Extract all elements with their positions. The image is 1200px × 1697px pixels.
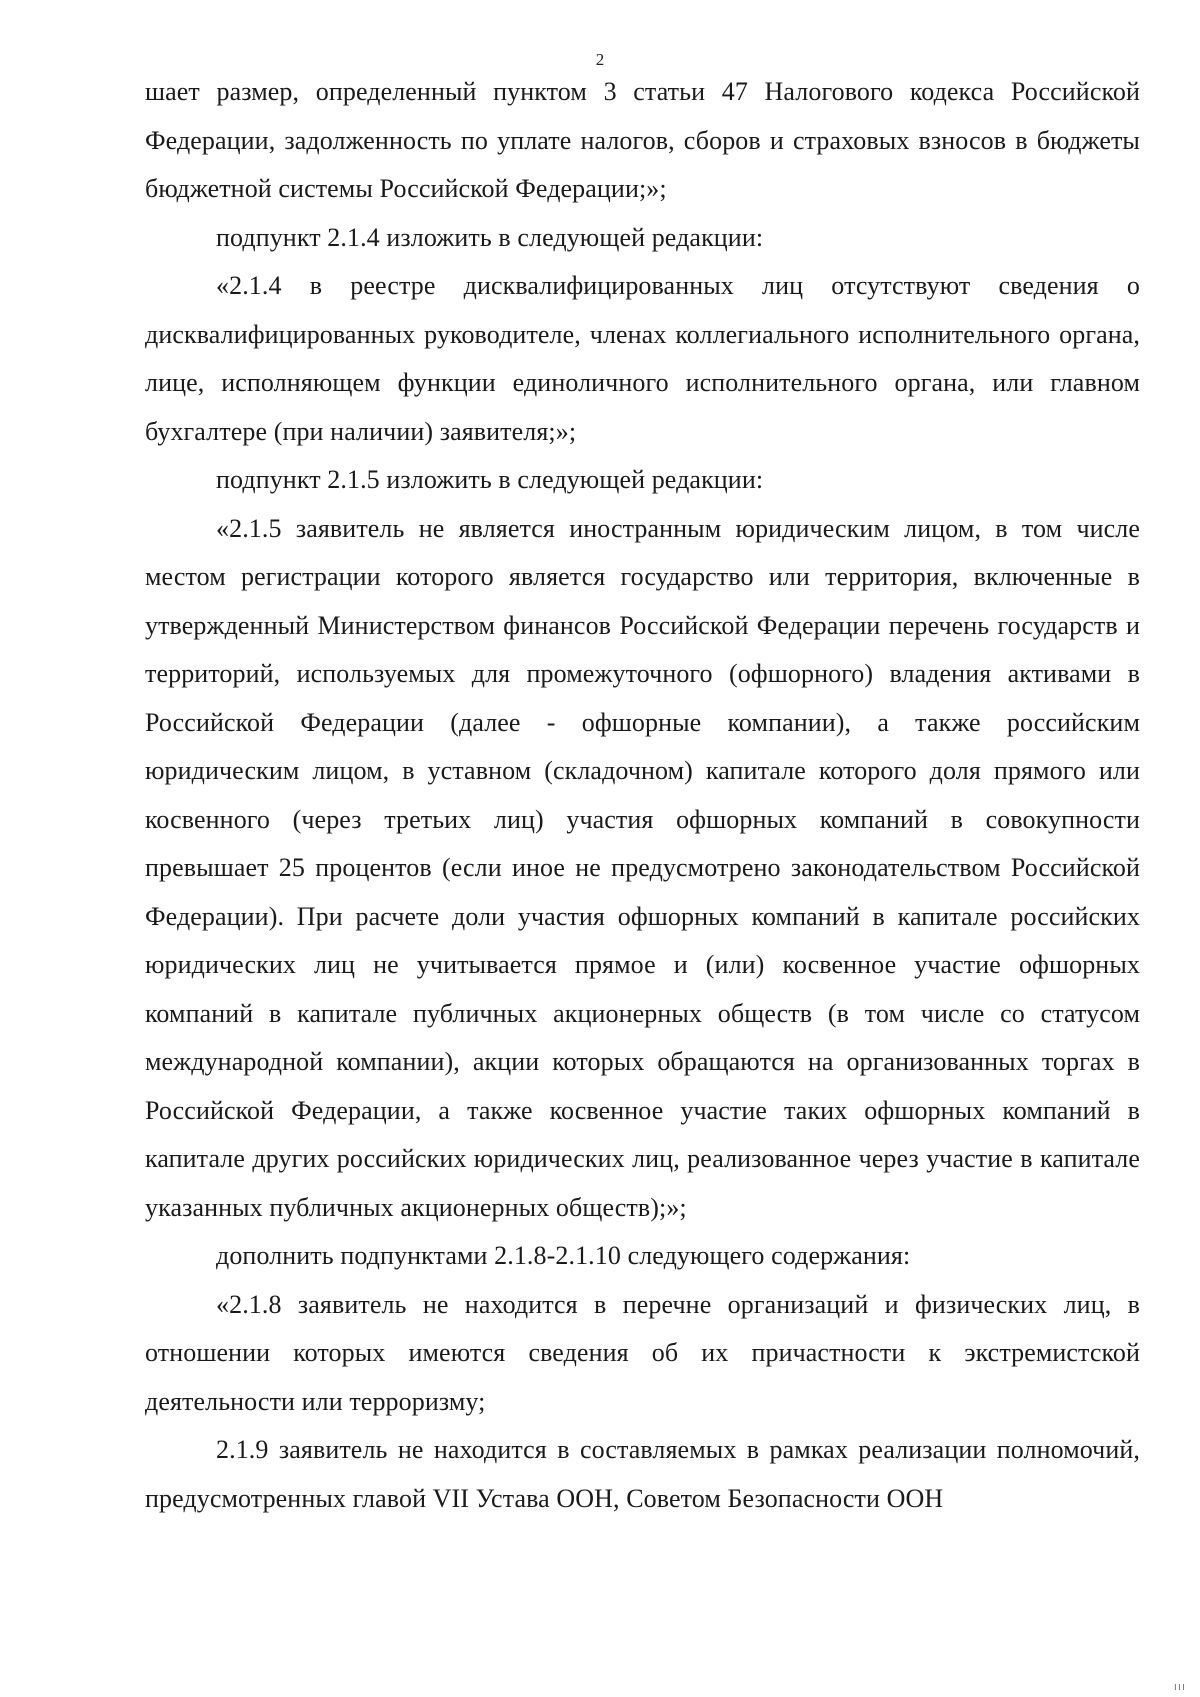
scan-corner-mark: ııı <box>1173 1680 1186 1693</box>
paragraph-clause-2-1-8: «2.1.8 заявитель не находится в перечне организаций и физических лиц, в отношении которых имеются сведения об их причастности к экстремистской деятельности или терроризму; <box>145 1289 1140 1416</box>
document-body <box>145 68 1140 1523</box>
page-number: 2 <box>595 50 605 69</box>
paragraph-continuation: шает размер, определенный пунктом 3 статьи 47 Налогового кодекса Российской Федерации, задолженность по уплате налогов, сборов и страховых взносов в бюджеты бюджетной системы Российской Федерации;»; <box>145 77 1140 203</box>
paragraph-clause-2-1-5: «2.1.5 заявитель не является иностранным юридическим лицом, в том числе местом регистрации которого является государство или территория, включенные в утвержденный Министерством финансов Российской Федерации перечень государств и территорий, используемых для промежуточного (офшорного) владения активами в Российской Федерации (далее - офшорные компании), а также российским юридическим лицом, в уставном (складочном) капитале которого доля прямого или косвенного (через третьих лиц) участия офшорных компаний в совокупности превышает 25 процентов (если иное не предусмотрено законодательством Российской Федерации). При расчете доли участия офшорных компаний в капитале российских юридических лиц не учитывается прямое и (или) косвенное участие офшорных компаний в капитале публичных акционерных обществ (в том числе со статусом международной компании), акции которых обращаются на организованных торгах в Российской Федерации, а также косвенное участие таких офшорных компаний в капитале других российских юридических лиц, реализованное через участие в капитале указанных публичных акционерных обществ);»; <box>145 513 1140 1222</box>
paragraph-instruction-2-1-5: подпункт 2.1.5 изложить в следующей редакции: <box>216 465 764 494</box>
paragraph-instruction-2-1-8-2-1-10: дополнить подпунктами 2.1.8-2.1.10 следующего содержания: <box>216 1241 911 1270</box>
paragraph-clause-2-1-4: «2.1.4 в реестре дисквалифицированных лиц отсутствуют сведения о дисквалифицированных руководителе, членах коллегиального исполнительного органа, лице, исполняющем функции единоличного исполнительного органа, или главном бухгалтере (при наличии) заявителя;»; <box>145 271 1140 446</box>
paragraph-clause-2-1-9: 2.1.9 заявитель не находится в составляемых в рамках реализации полномочий, предусмотренных главой VII Устава ООН, Советом Безопасности ООН <box>145 1435 1140 1513</box>
paragraph-instruction-2-1-4: подпункт 2.1.4 изложить в следующей редакции: <box>216 222 764 252</box>
